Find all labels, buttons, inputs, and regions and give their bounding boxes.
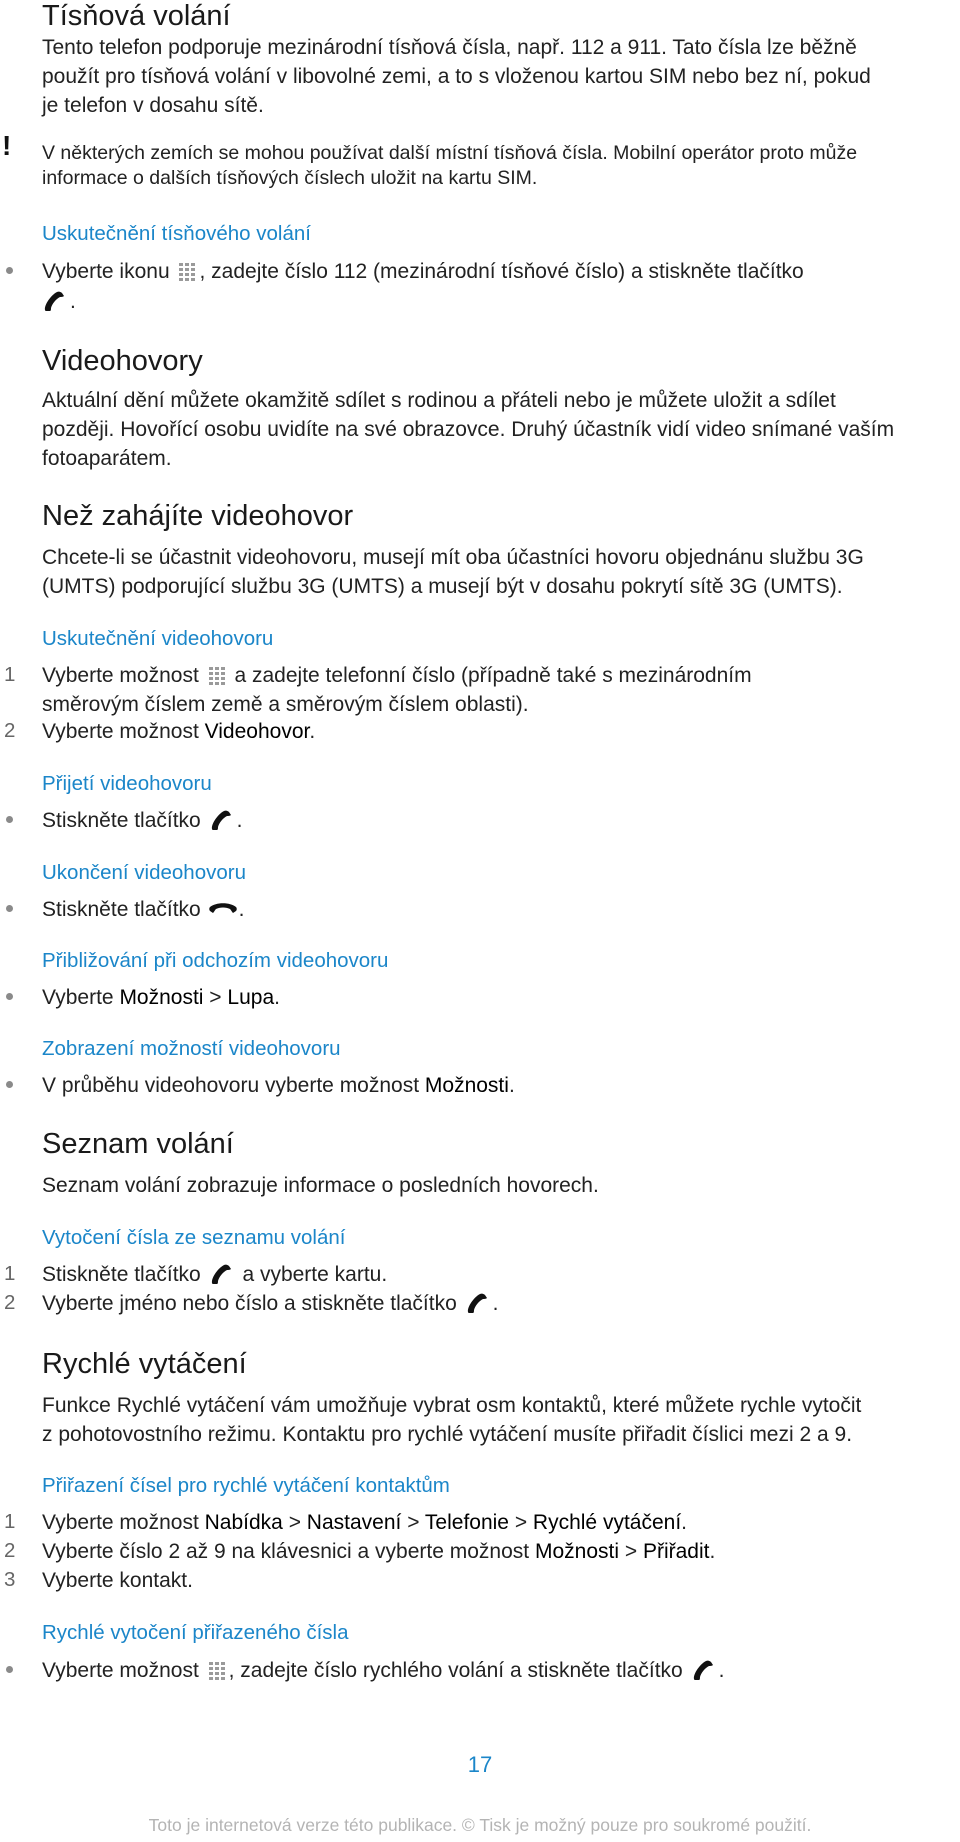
instruction-text: .	[309, 720, 316, 743]
instruction-line	[42, 1072, 515, 1099]
instruction-line	[42, 1509, 687, 1536]
instruction-text: V průběhu videohovoru vyberte možnost	[42, 1074, 425, 1097]
instruction-text: .	[709, 1540, 716, 1563]
paragraph-line: z pohotovostního režimu. Kontaktu pro rychlé vytáčení musíte přiřadit číslici mezi 2 a 9.	[42, 1423, 853, 1446]
paragraph-line: Funkce Rychlé vytáčení vám umožňuje vybrat osm kontaktů, které můžete rychle vytočit	[42, 1394, 862, 1417]
instruction-line: směrovým číslem země a směrovým číslem oblasti).	[42, 693, 529, 716]
ui-term: Nastavení	[306, 1511, 402, 1534]
instruction-text: .	[718, 1659, 725, 1682]
section-title-call-log: Seznam volání	[42, 1128, 234, 1160]
instruction-line: Vyberte kontakt.	[42, 1569, 193, 1592]
end-call-icon	[208, 897, 238, 921]
ui-term: Rychlé vytáčení	[532, 1511, 682, 1534]
paragraph-line: Aktuální dění můžete okamžitě sdílet s rodinou a přáteli nebo je můžete uložit a sdílet	[42, 389, 836, 412]
ui-term: Možnosti	[119, 986, 204, 1009]
instruction-text: .	[274, 986, 280, 1009]
subheading-dial-from-log: Vytočení čísla ze seznamu volání	[42, 1226, 346, 1249]
instruction-text: Vyberte možnost	[42, 1659, 199, 1682]
instruction-text: .	[70, 290, 76, 313]
instruction-text: Stiskněte tlačítko	[42, 898, 201, 921]
instruction-text: >	[282, 1511, 307, 1534]
instruction-line	[42, 807, 242, 834]
dialpad-icon	[207, 1660, 227, 1682]
ui-term: Nabídka	[204, 1511, 283, 1534]
ui-term: Lupa	[227, 986, 275, 1009]
section-title-speed-dial: Rychlé vytáčení	[42, 1348, 247, 1380]
dialpad-icon	[207, 665, 227, 687]
paragraph-line: později. Hovořící osobu uvidíte na své obrazovce. Druhý účastník vidí video snímané vaším	[42, 418, 895, 441]
step-number: 1	[4, 1262, 16, 1285]
paragraph-line: Tento telefon podporuje mezinárodní tísňová čísla, např. 112 a 911. Tato čísla lze běžně	[42, 36, 857, 59]
step-number: 1	[4, 663, 16, 686]
instruction-line	[42, 718, 315, 745]
instruction-text: .	[236, 809, 243, 832]
paragraph-line: je telefon v dosahu sítě.	[42, 94, 264, 117]
step-number: 2	[4, 719, 16, 742]
instruction-text: Vyberte	[42, 986, 120, 1009]
instruction-text: Vyberte možnost	[42, 664, 199, 687]
page-number: 17	[467, 1752, 493, 1777]
instruction-line	[42, 662, 752, 689]
subheading-assign-speed-dial: Přiřazení čísel pro rychlé vytáčení kontaktům	[42, 1474, 450, 1497]
subheading-speed-dial-call: Rychlé vytočení přiřazeného čísla	[42, 1621, 349, 1644]
instruction-text: >	[203, 986, 228, 1009]
instruction-line	[42, 984, 280, 1011]
instruction-line	[42, 1261, 387, 1288]
instruction-text: .	[238, 898, 245, 921]
instruction-text: >	[508, 1511, 533, 1534]
dialpad-icon	[177, 261, 197, 283]
instruction-text: >	[401, 1511, 425, 1534]
instruction-text: .	[681, 1511, 687, 1534]
instruction-text: a zadejte telefonní číslo (případně také s mezinárodním	[234, 664, 752, 687]
bullet	[6, 905, 13, 912]
bullet	[6, 816, 13, 823]
bullet	[6, 1081, 13, 1088]
paragraph-line: (UMTS) podporující službu 3G (UMTS) a musejí být v dosahu pokrytí sítě 3G (UMTS).	[42, 575, 843, 598]
note-line: informace o dalších tísňových číslech uložit na kartu SIM.	[42, 167, 538, 189]
call-icon	[465, 1291, 491, 1315]
warning-icon: !	[2, 130, 12, 161]
section-title-emergency: Tísňová volání	[42, 0, 231, 32]
instruction-text: , zadejte číslo 112 (mezinárodní tísňové číslo) a stiskněte tlačítko	[199, 260, 804, 283]
instruction-text: Vyberte možnost	[42, 720, 205, 743]
subheading-zoom-videocall: Přibližování při odchozím videohovoru	[42, 949, 389, 972]
instruction-text: Vyberte možnost	[42, 1511, 205, 1534]
paragraph-line: použít pro tísňová volání v libovolné zemi, a to s vloženou kartou SIM nebo bez ní, pokud	[42, 65, 871, 88]
step-number: 1	[4, 1510, 16, 1533]
call-icon	[691, 1658, 717, 1682]
instruction-line	[42, 258, 804, 285]
subheading-end-videocall: Ukončení videohovoru	[42, 861, 246, 884]
subheading-make-videocall: Uskutečnění videohovoru	[42, 627, 274, 650]
bullet	[6, 267, 13, 274]
instruction-text: Vyberte číslo 2 až 9 na klávesnici a vyberte možnost	[42, 1540, 535, 1563]
paragraph-line: Chcete-li se účastnit videohovoru, musejí mít oba účastníci hovoru objednánu službu 3G	[42, 546, 864, 569]
paragraph-line: fotoaparátem.	[42, 447, 172, 470]
instruction-line	[42, 896, 244, 923]
subheading-emergency-call: Uskutečnění tísňového volání	[42, 222, 311, 245]
step-number: 3	[4, 1568, 16, 1591]
paragraph-line: Seznam volání zobrazuje informace o posledních hovorech.	[42, 1174, 599, 1197]
instruction-text: Vyberte jméno nebo číslo a stiskněte tlačítko	[42, 1292, 457, 1315]
instruction-text: >	[619, 1540, 643, 1563]
instruction-line	[42, 1538, 715, 1565]
section-title-videocalls: Videohovory	[42, 345, 203, 377]
instruction-text: Stiskněte tlačítko	[42, 1263, 201, 1286]
instruction-text: a vyberte kartu.	[242, 1263, 388, 1286]
ui-term: Možnosti	[424, 1074, 509, 1097]
instruction-line	[42, 1290, 498, 1317]
bullet	[6, 993, 13, 1000]
instruction-text: , zadejte číslo rychlého volání a stiskněte tlačítko	[228, 1659, 683, 1682]
ui-term: Možnosti	[534, 1540, 619, 1563]
call-icon	[42, 289, 68, 313]
ui-term: Přiřadit	[642, 1540, 710, 1563]
step-number: 2	[4, 1291, 16, 1314]
ui-term: Videohovor	[204, 720, 310, 743]
subheading-receive-videocall: Přijetí videohovoru	[42, 772, 212, 795]
footer-notice: Toto je internetová verze této publikace. © Tisk je možný pouze pro soukromé použití.	[148, 1815, 812, 1835]
ui-term: Telefonie	[424, 1511, 509, 1534]
instruction-text: .	[492, 1292, 499, 1315]
section-title-before-videocall: Než zahájíte videohovor	[42, 500, 354, 532]
instruction-line	[42, 1657, 724, 1684]
step-number: 2	[4, 1539, 16, 1562]
instruction-text: .	[508, 1074, 515, 1097]
call-icon	[209, 1262, 235, 1286]
instruction-text: Vyberte ikonu	[42, 260, 170, 283]
note-line: V některých zemích se mohou používat další místní tísňová čísla. Mobilní operátor proto může	[42, 142, 858, 164]
bullet	[6, 1666, 13, 1673]
call-icon	[209, 808, 235, 832]
instruction-line	[42, 288, 76, 315]
instruction-text: Stiskněte tlačítko	[42, 809, 201, 832]
subheading-videocall-options: Zobrazení možností videohovoru	[42, 1037, 341, 1060]
